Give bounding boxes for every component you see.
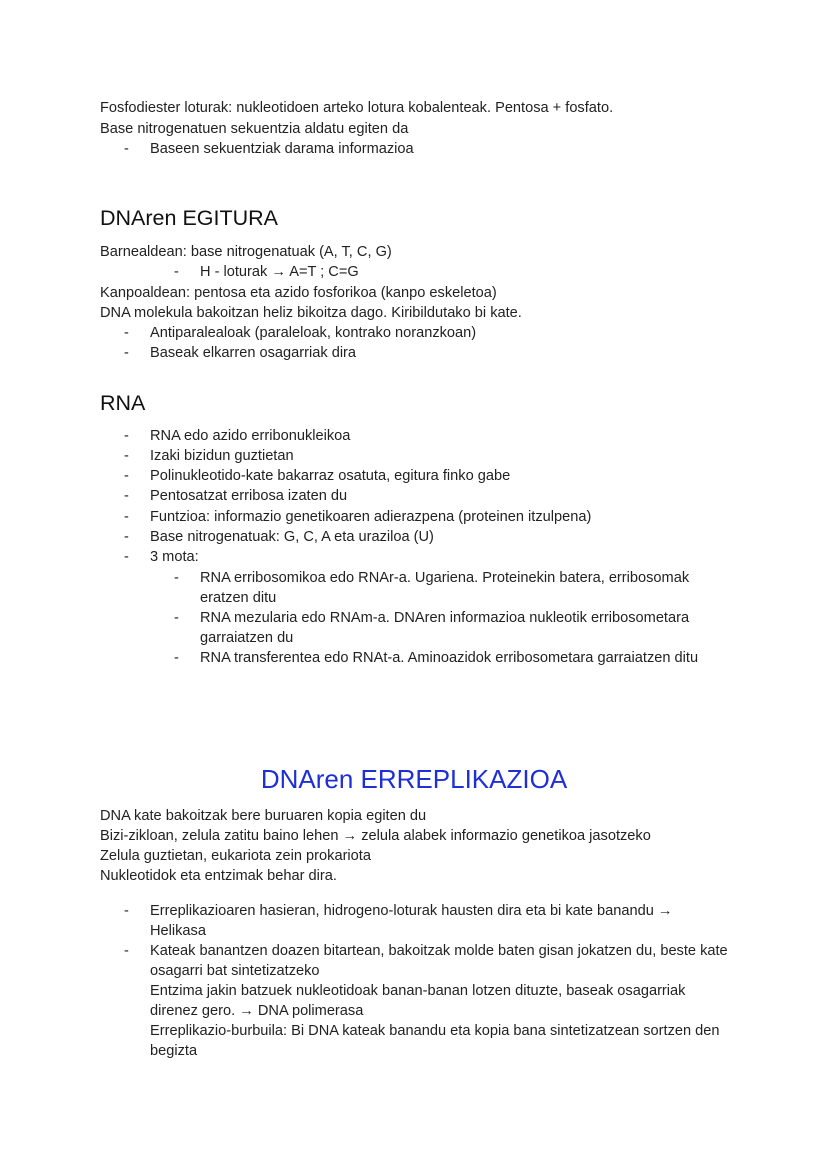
egitura-line-2: Kanpoaldean: pentosa eta azido fosforikoa (kanpo eskeletoa) [100, 285, 497, 301]
bullet-text: RNA erribosomikoa edo RNAr-a. Ugariena. Proteinekin batera, erribosomak eratzen ditu [200, 570, 690, 606]
bullet-dash: - [124, 448, 129, 464]
bullet-dash: - [174, 570, 179, 586]
bullet-dash: - [124, 549, 129, 565]
erreplikazioa-line-1: DNA kate bakoitzak bere buruaren kopia egiten du [100, 808, 427, 824]
bullet-text: Base nitrogenatuak: G, C, A eta uraziloa (U) [150, 529, 434, 545]
bullet-text: Polinukleotido-kate bakarraz osatuta, egitura finko gabe [150, 468, 511, 484]
bullet-dash: - [124, 345, 129, 361]
bullet-dash: - [174, 610, 179, 626]
intro-line-1: Fosfodiester loturak: nukleotidoen arteko lotura kobalenteak. Pentosa + fosfato. [100, 100, 614, 116]
egitura-line-1: Barnealdean: base nitrogenatuak (A, T, C, G) [100, 244, 392, 260]
bullet-text: RNA transferentea edo RNAt-a. Aminoazidok erribosometara garraiatzen ditu [200, 650, 699, 666]
page-title-erreplikazioa: DNAren ERREPLIKAZIOA [260, 764, 568, 794]
erreplikazioa-line-3: Zelula guztietan, eukariota zein prokariota [100, 848, 371, 864]
bullet-dash: - [124, 529, 129, 545]
bullet-dash: - [174, 264, 179, 280]
bullet-text: Izaki bizidun guztietan [150, 448, 294, 464]
egitura-line-3: DNA molekula bakoitzan heliz bikoitza dago. Kiribildutako bi kate. [100, 305, 522, 321]
bullet-dash: - [124, 509, 129, 525]
bullet-text: 3 mota: [150, 549, 199, 565]
bullet-text: Baseen sekuentziak darama informazioa [150, 141, 414, 157]
bullet-dash: - [124, 903, 129, 919]
bullet-dash: - [124, 141, 129, 157]
bullet-dash: - [124, 428, 129, 444]
bullet-text: Pentosatzat erribosa izaten du [150, 488, 348, 504]
erreplikazioa-line-2: Bizi-zikloan, zelula zatitu baino lehen → zelula alabek informazio genetikoa jasotzeko [100, 828, 651, 844]
bullet-dash: - [124, 468, 129, 484]
bullet-text: Funtzioa: informazio genetikoaren adierazpena (proteinen itzulpena) [150, 509, 592, 525]
bullet-dash: - [124, 943, 129, 959]
bullet-text: H - loturak → A=T ; C=G [200, 264, 359, 280]
intro-line-2: Base nitrogenatuen sekuentzia aldatu egiten da [100, 121, 409, 137]
paragraph-text: Entzima jakin batzuek nukleotidoak banan-banan lotzen dituzte, baseak osagarriak direnez gero. → DNA polimerasa [150, 983, 686, 1019]
paragraph-text: Erreplikazio-burbuila: Bi DNA kateak banandu eta kopia bana sintetizatzean sortzen den begizta [150, 1023, 720, 1059]
bullet-text: Antiparalealoak (paraleloak, kontrako noranzkoan) [150, 325, 477, 341]
bullet-text: Erreplikazioaren hasieran, hidrogeno-loturak hausten dira eta bi kate banandu → Helikasa [150, 903, 673, 939]
section-heading-rna: RNA [100, 391, 146, 415]
bullet-text: Baseak elkarren osagarriak dira [150, 345, 357, 361]
erreplikazioa-line-4: Nukleotidok eta entzimak behar dira. [100, 868, 337, 884]
bullet-dash: - [174, 650, 179, 666]
section-heading-egitura: DNAren EGITURA [100, 206, 279, 230]
bullet-text: RNA edo azido erribonukleikoa [150, 428, 351, 444]
bullet-text: Kateak banantzen doazen bitartean, bakoitzak molde baten gisan jokatzen du, beste kate osagarri bat sintetizatzeko [150, 943, 728, 979]
bullet-dash: - [124, 325, 129, 341]
bullet-text: RNA mezularia edo RNAm-a. DNAren informazioa nukleotik erribosometara garraiatzen du [200, 610, 690, 646]
bullet-dash: - [124, 488, 129, 504]
